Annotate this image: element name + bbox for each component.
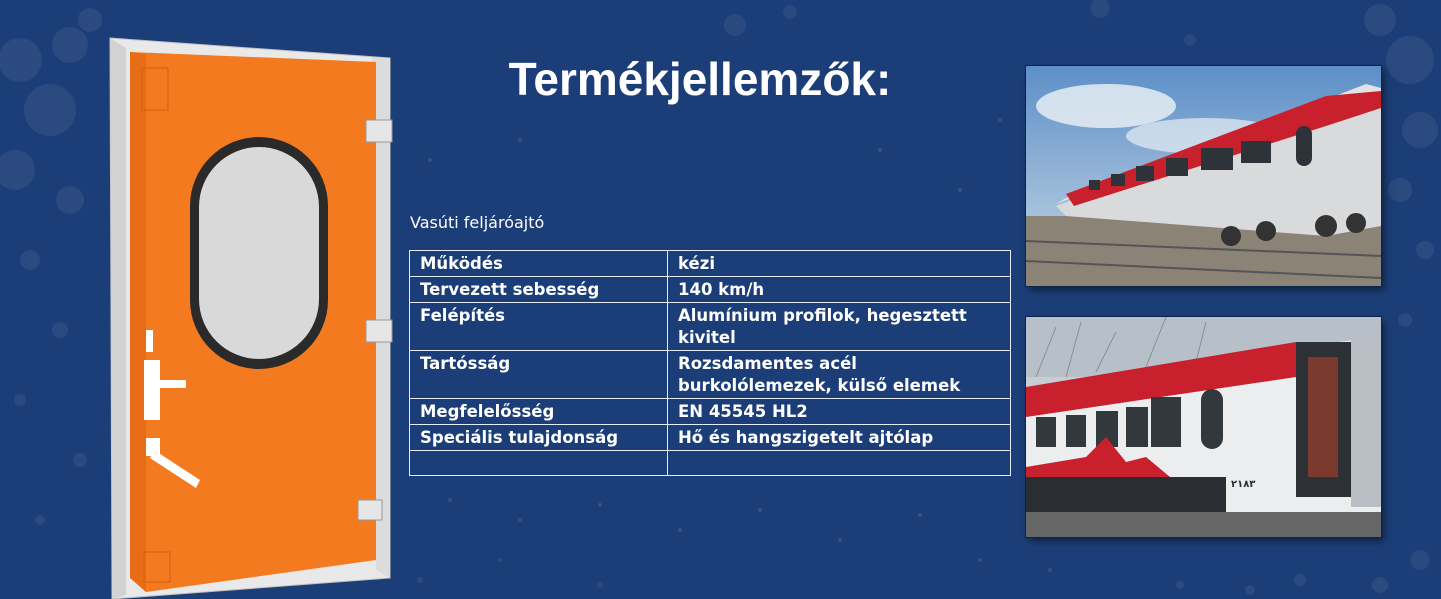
spec-value: kézi <box>668 251 1011 277</box>
spec-key: Tartósság <box>410 351 668 399</box>
spec-row <box>410 277 1011 303</box>
train-car-photo <box>1026 66 1381 286</box>
spec-key: Megfelelősség <box>410 399 668 425</box>
spec-key <box>410 451 668 476</box>
spec-table <box>409 250 1011 476</box>
spec-value: 140 km/h <box>668 277 1011 303</box>
spec-key: Felépítés <box>410 303 668 351</box>
spec-value: Alumínium profilok, hegesztett kivitel <box>668 303 1011 351</box>
spec-row <box>410 351 1011 399</box>
car-number-text: ٢١٨٣ <box>1231 479 1256 490</box>
spec-row <box>410 399 1011 425</box>
spec-key: Működés <box>410 251 668 277</box>
page-title: Termékjellemzők: <box>508 53 892 105</box>
spec-value: Rozsdamentes acél burkolólemezek, külső elemek <box>668 351 1011 399</box>
train-door-icon <box>100 30 400 599</box>
spec-row <box>410 425 1011 451</box>
spec-key: Tervezett sebesség <box>410 277 668 303</box>
train-door-photo <box>1026 317 1381 537</box>
spec-value: EN 45545 HL2 <box>668 399 1011 425</box>
spec-row <box>410 303 1011 351</box>
product-subtitle: Vasúti feljáróajtó <box>410 213 545 232</box>
spec-value <box>668 451 1011 476</box>
spec-row <box>410 251 1011 277</box>
spec-key: Speciális tulajdonság <box>410 425 668 451</box>
spec-value: Hő és hangszigetelt ajtólap <box>668 425 1011 451</box>
spec-row <box>410 451 1011 476</box>
